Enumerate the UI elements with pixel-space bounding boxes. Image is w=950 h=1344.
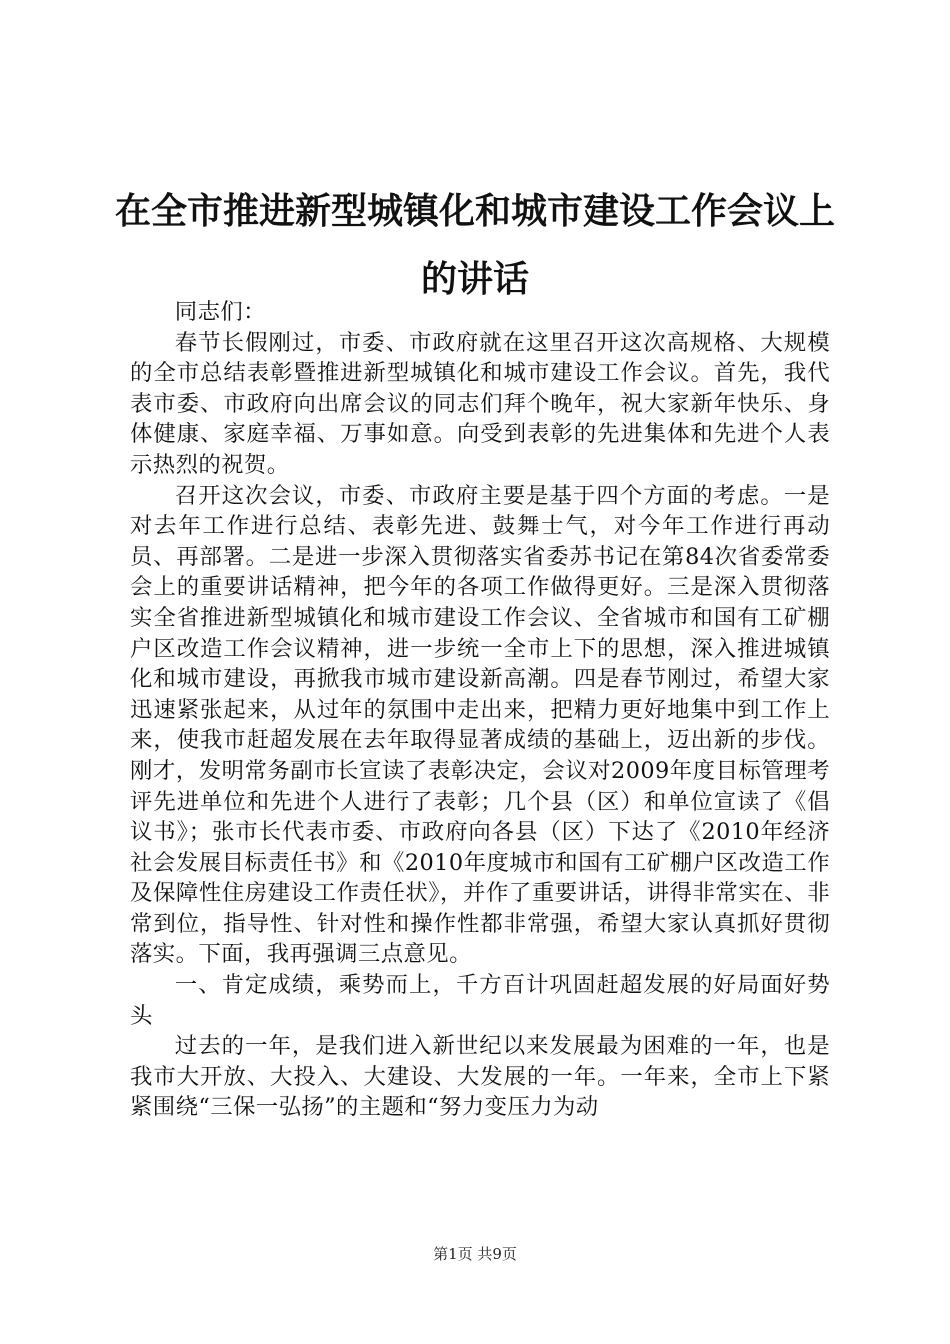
paragraph: 召开这次会议，市委、市政府主要是基于四个方面的考虑。一是对去年工作进行总结、表彰先进、鼓舞士气，对今年工作进行再动员、再部署。二是进一步深入贯彻落实省委苏书记在第84次省委常委会上的重要讲话精神，把今年的各项工作做得更好。三是深入贯彻落实全省推进新型城镇化和城市建设工作会议、全省城市和国有工矿棚户区改造工作会议精神，进一步统一全市上下的思想，深入推进城镇化和城市建设，再掀我市城市建设新高潮。四是春节刚过，希望大家迅速紧张起来，从过年的氛围中走出来，把精力更好地集中到工作上来，使我市赶超发展在去年取得显著成绩的基础上，迈出新的步伐。刚才，发明常务副市长宣读了表彰决定，会议对2009年度目标管理考评先进单位和先进个人进行了表彰；几个县（区）和单位宣读了《倡议书》；张市长代表市委、市政府向各县（区）下达了《2010年经济社会发展目标责任书》和《2010年度城市和国有工矿棚户区改造工作及保障性住房建设工作责任状》，并作了重要讲话，讲得非常实在、非常到位，指导性、针对性和操作性都非常强，希望大家认真抓好贯彻落实。下面，我再强调三点意见。 bbox=[130, 482, 830, 968]
document-title bbox=[110, 178, 840, 314]
paragraph: 春节长假刚过，市委、市政府就在这里召开这次高规格、大规模的全市总结表彰暨推进新型城镇化和城市建设工作会议。首先，我代表市委、市政府向出席会议的同志们拜个晚年，祝大家新年快乐、身体健康、家庭幸福、万事如意。向受到表彰的先进集体和先进个人表示热烈的祝贺。 bbox=[130, 329, 830, 478]
section-heading: 一、肯定成绩，乘势而上，千方百计巩固赶超发展的好局面好势头 bbox=[130, 972, 830, 1029]
page-footer: 第1页 共9页 bbox=[433, 1245, 517, 1263]
paragraph: 过去的一年，是我们进入新世纪以来发展最为困难的一年，也是我市大开放、大投入、大建设、大发展的一年。一年来，全市上下紧紧围绕“三保一弘扬”的主题和“努力变压力为动 bbox=[130, 1033, 830, 1121]
title-line-1: 在全市推进新型城镇化和城市建设工作会议上 bbox=[114, 191, 835, 232]
salutation: 同志们： bbox=[174, 299, 266, 325]
document-body bbox=[130, 297, 830, 1123]
title-line-2: 的讲话 bbox=[420, 259, 529, 300]
